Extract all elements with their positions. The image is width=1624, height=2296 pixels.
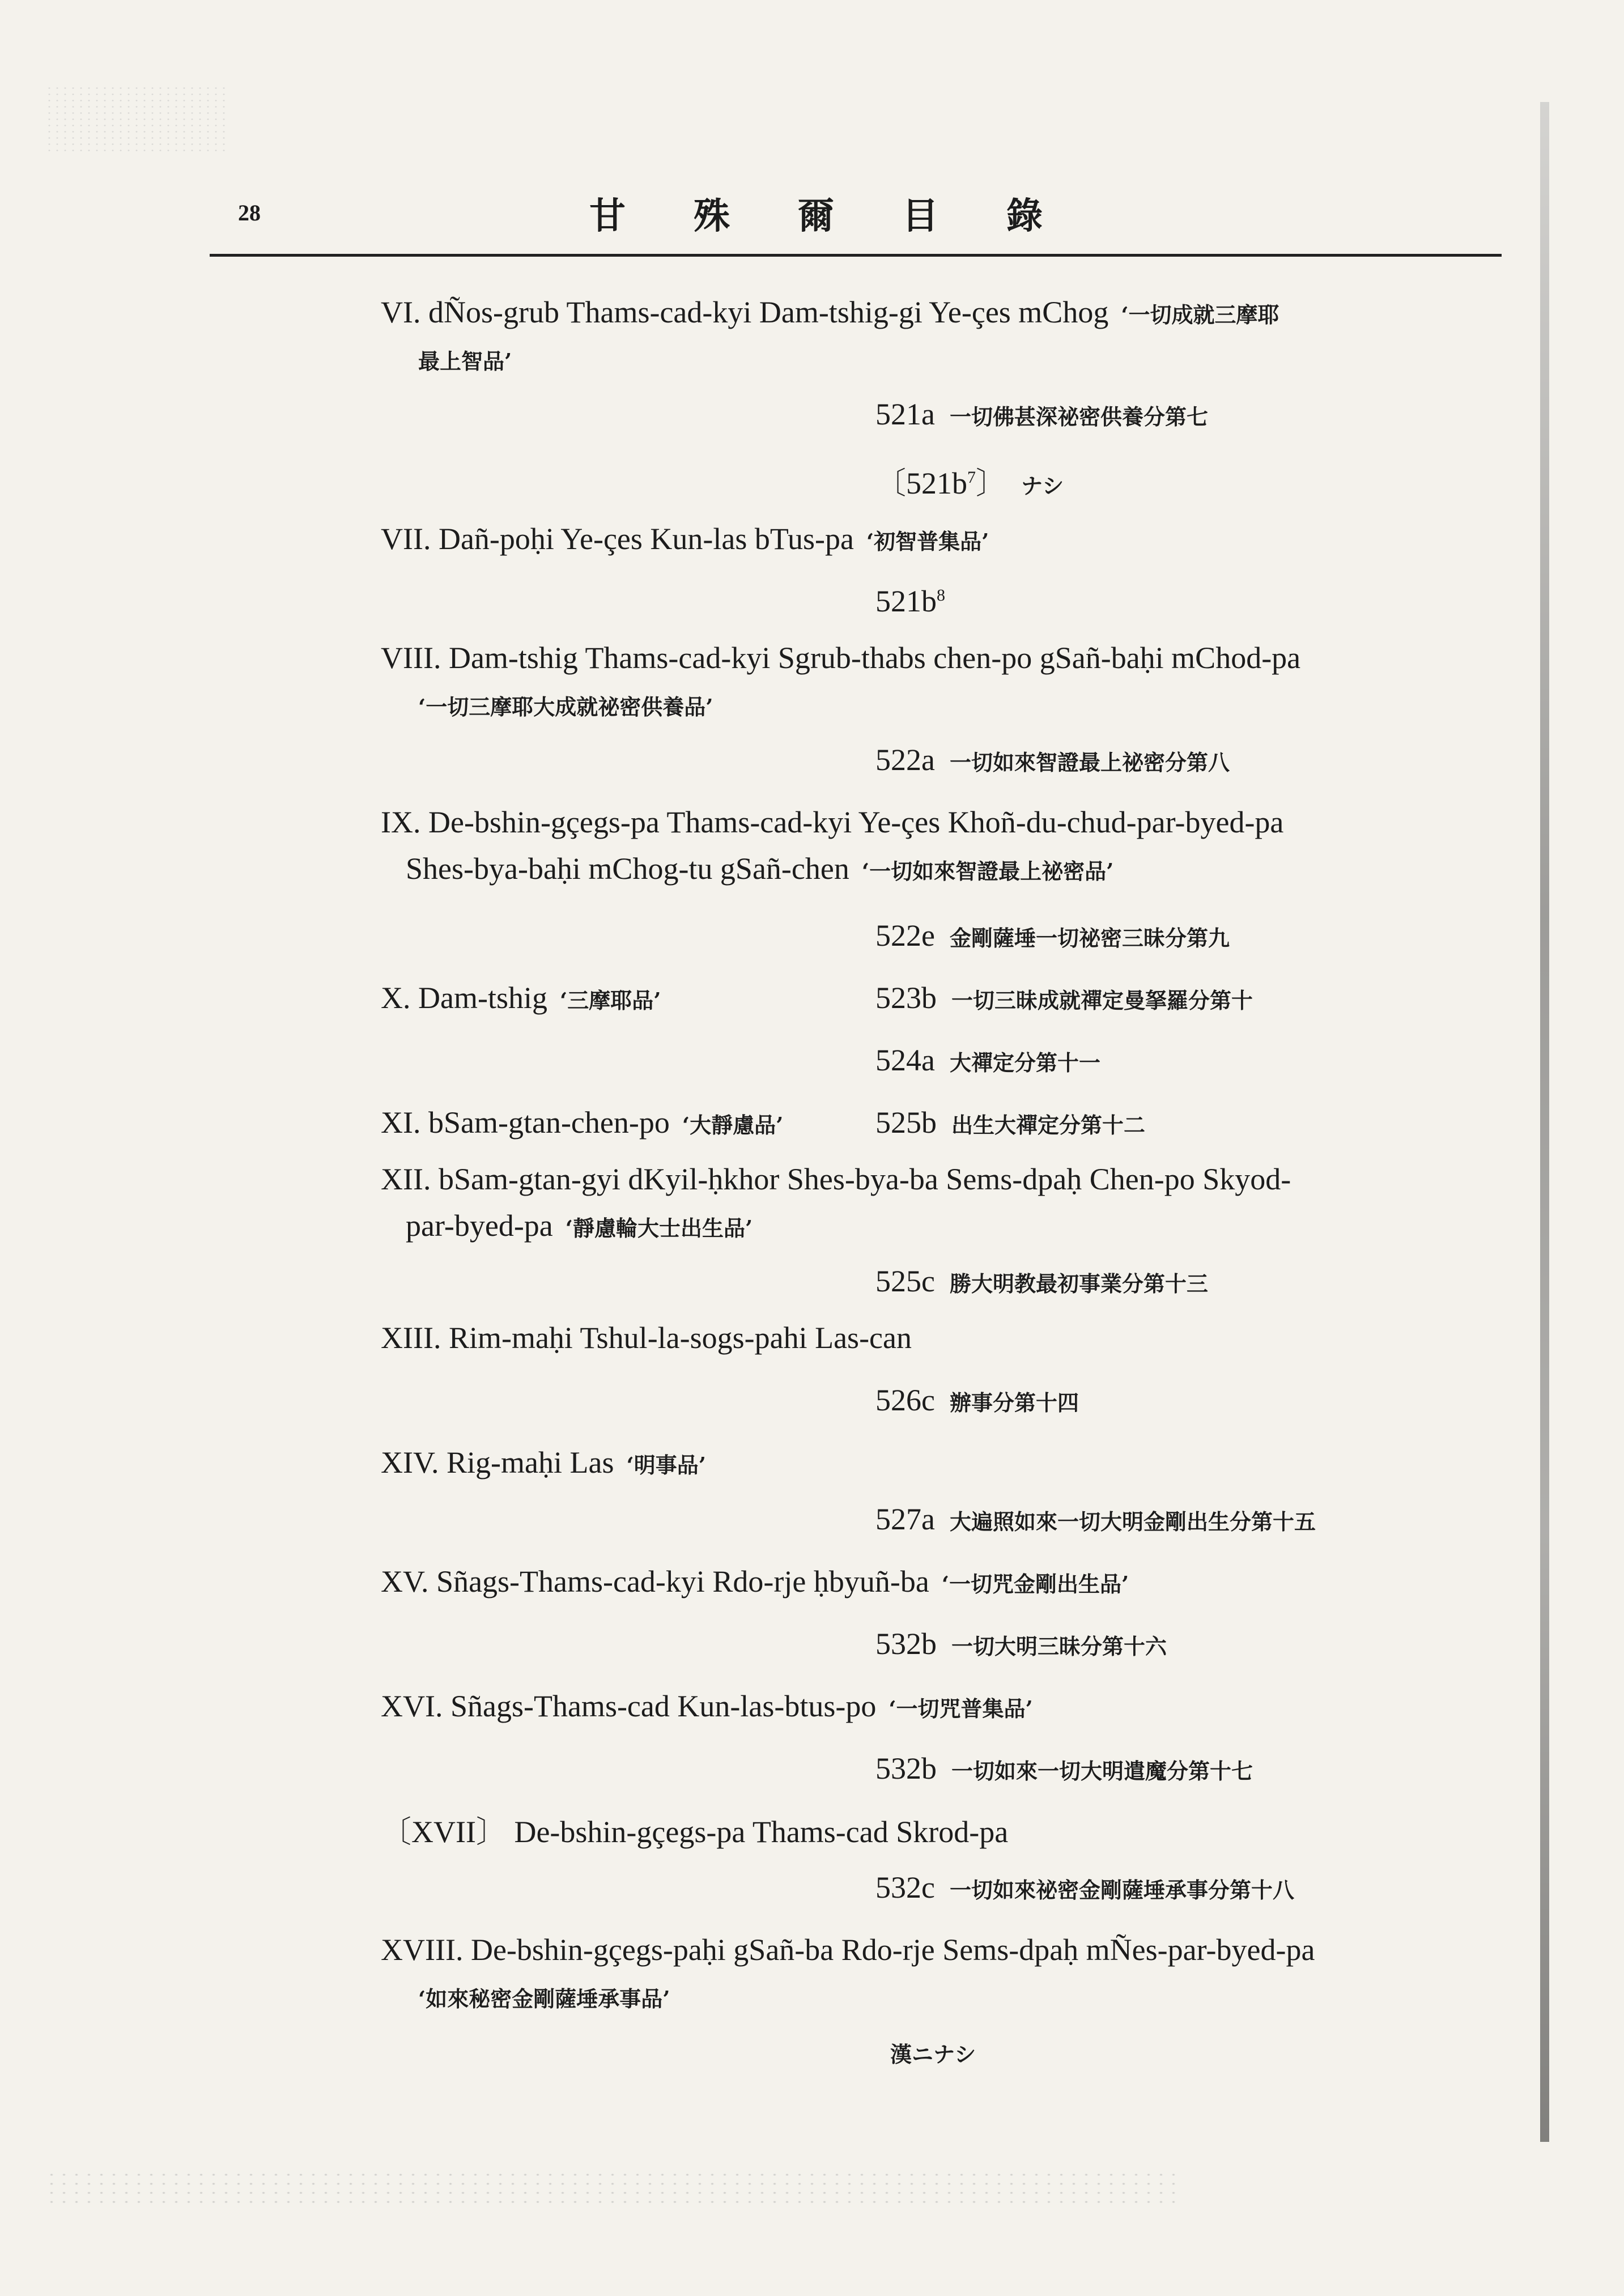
chapter-title (381, 1320, 912, 1355)
chapter-title-continued (406, 1208, 753, 1243)
chinese-reference (875, 2034, 976, 2069)
tibetan-title: par-byed-pa (406, 1209, 553, 1243)
chapter-number: XIII. (381, 1321, 449, 1355)
chinese-reference (875, 1383, 1079, 1418)
taisho-page: 532c (875, 1870, 935, 1904)
japanese-gloss: ‘明事品’ (626, 1452, 706, 1478)
taisho-line: 7 (967, 468, 976, 487)
tibetan-title: Shes-bya-baḥi mChog-tu gSañ-chen (406, 852, 849, 886)
japanese-gloss: ‘一切咒金剛出生品’ (941, 1571, 1129, 1597)
chinese-title: 一切如來智證最上祕密分第八 (949, 750, 1230, 775)
chinese-title: 漢ニナシ (890, 2042, 976, 2067)
tibetan-title: bSam-gtan-chen-po (428, 1106, 670, 1140)
chapter-number: X. (381, 981, 418, 1015)
taisho-page-end: 〕 (976, 466, 1006, 500)
chinese-reference (875, 742, 1230, 777)
chinese-title: 辦事分第十四 (949, 1390, 1079, 1415)
chinese-reference (875, 1043, 1100, 1078)
chinese-title: 大禪定分第十一 (949, 1050, 1100, 1075)
chapter-title (381, 805, 1283, 840)
tibetan-title: Rig-maḥi Las (447, 1445, 614, 1479)
chapter-title (381, 1808, 1008, 1851)
chapter-title (381, 1105, 783, 1140)
chinese-title: 出生大禪定分第十二 (951, 1112, 1146, 1138)
chapter-title (381, 980, 661, 1015)
chapter-title (381, 640, 1300, 675)
tibetan-title: dÑos-grub Thams-cad-kyi Dam-tshig-gi Ye-çes mChog (428, 295, 1109, 329)
tibetan-title: De-bshin-gçegs-pa Thams-cad Skrod-pa (514, 1815, 1009, 1849)
chapter-number: VIII. (381, 641, 449, 675)
japanese-gloss: ‘如來秘密金剛薩埵承事品’ (418, 1986, 670, 2012)
chapter-number: XVIII. (381, 1933, 471, 1967)
page-title: 甘殊爾目錄 (589, 195, 1111, 237)
japanese-gloss: ‘三摩耶品’ (559, 988, 661, 1013)
chinese-reference (875, 918, 1230, 953)
chinese-reference (875, 1502, 1316, 1537)
chapter-number: XVI. (381, 1689, 450, 1723)
chinese-title: 一切佛甚深祕密供養分第七 (949, 404, 1208, 430)
tibetan-title: bSam-gtan-gyi dKyil-ḥkhor Shes-bya-ba Sems-dpaḥ Chen-po Skyod- (438, 1162, 1291, 1196)
chapter-number: 〔XVII〕 (381, 1815, 515, 1849)
taisho-page: 526c (875, 1383, 935, 1417)
chapter-number: XI. (381, 1106, 428, 1140)
chinese-title: 一切三昧成就禪定曼拏羅分第十 (951, 988, 1253, 1013)
tibetan-title: De-bshin-gçegs-paḥi gSañ-ba Rdo-rje Sems-dpaḥ mÑes-par-byed-pa (470, 1933, 1315, 1967)
taisho-page: 〔521b (875, 466, 967, 500)
taisho-page: 522e (875, 919, 935, 953)
taisho-page: 525c (875, 1264, 935, 1298)
chapter-number: IX. (381, 805, 428, 839)
chinese-reference (875, 1751, 1253, 1786)
tibetan-title: Sñags-Thams-cad Kun-las-btus-po (450, 1689, 877, 1723)
chinese-title: 大遍照如來一切大明金剛出生分第十五 (949, 1509, 1316, 1534)
taisho-page: 521a (875, 397, 935, 431)
tibetan-title: Dam-tshig (418, 981, 547, 1015)
taisho-page: 527a (875, 1502, 935, 1536)
japanese-gloss: ‘靜慮輪大士出生品’ (565, 1215, 753, 1241)
taisho-page: 532b (875, 1627, 937, 1661)
taisho-line: 8 (937, 586, 945, 605)
chapter-title (381, 521, 989, 556)
chinese-reference (875, 1264, 1208, 1299)
chapter-title (381, 1445, 706, 1480)
chinese-reference (875, 1870, 1294, 1905)
japanese-gloss: ‘一切如來智證最上祕密品’ (861, 858, 1114, 884)
chinese-title: 金剛薩埵一切祕密三昧分第九 (949, 925, 1230, 951)
chapter-title-continued (406, 1979, 670, 2014)
chapter-title (381, 295, 1279, 330)
chinese-reference (875, 1626, 1167, 1661)
tibetan-title: De-bshin-gçegs-pa Thams-cad-kyi Ye-çes Khoñ-du-chud-par-byed-pa (428, 805, 1284, 839)
chinese-title: ナシ (1021, 473, 1064, 499)
taisho-page: 525b (875, 1106, 937, 1140)
chinese-reference (875, 397, 1208, 432)
taisho-page: 521b (875, 584, 937, 618)
japanese-gloss: ‘一切咒普集品’ (888, 1696, 1033, 1721)
chapter-number: VI. (381, 295, 428, 329)
japanese-gloss: 最上智品’ (418, 348, 512, 374)
chapter-title (381, 1564, 1129, 1599)
chinese-reference (875, 459, 1064, 503)
chapter-title-continued (406, 341, 512, 376)
chinese-reference (875, 980, 1253, 1015)
chinese-reference (875, 584, 945, 619)
japanese-gloss: ‘初智普集品’ (866, 529, 989, 554)
chapter-number: XIV. (381, 1445, 447, 1479)
japanese-gloss: ‘一切三摩耶大成就祕密供養品’ (418, 694, 713, 720)
chapter-title (381, 1932, 1315, 1967)
chapter-number: XII. (381, 1162, 439, 1196)
chinese-title: 一切如來祕密金剛薩埵承事分第十八 (949, 1877, 1294, 1903)
chapter-title (381, 1689, 1033, 1724)
chapter-number: VII. (381, 522, 439, 556)
tibetan-title: Sñags-Thams-cad-kyi Rdo-rje ḥbyuñ-ba (436, 1564, 929, 1598)
taisho-page: 522a (875, 743, 935, 777)
chinese-title: 一切如來一切大明遣魔分第十七 (951, 1758, 1253, 1784)
tibetan-title: Dañ-poḥi Ye-çes Kun-las bTus-pa (438, 522, 854, 556)
japanese-gloss: ‘一切成就三摩耶 (1121, 302, 1279, 328)
taisho-page: 532b (875, 1751, 937, 1785)
page-number: 28 (238, 200, 261, 226)
taisho-page: 523b (875, 981, 937, 1015)
taisho-page: 524a (875, 1043, 935, 1077)
chinese-reference (875, 1105, 1145, 1140)
japanese-gloss: ‘大靜慮品’ (682, 1112, 784, 1138)
chapter-number: XV. (381, 1564, 437, 1598)
tibetan-title: Dam-tshig Thams-cad-kyi Sgrub-thabs chen-po gSañ-baḥi mChod-pa (448, 641, 1301, 675)
chinese-title: 一切大明三昧分第十六 (951, 1634, 1167, 1659)
chapter-title-continued (406, 851, 1113, 886)
tibetan-title: Rim-maḥi Tshul-la-sogs-pahi Las-can (448, 1321, 912, 1355)
chapter-title (381, 1162, 1291, 1197)
chinese-title: 勝大明教最初事業分第十三 (949, 1271, 1208, 1296)
chapter-title-continued (406, 687, 713, 722)
